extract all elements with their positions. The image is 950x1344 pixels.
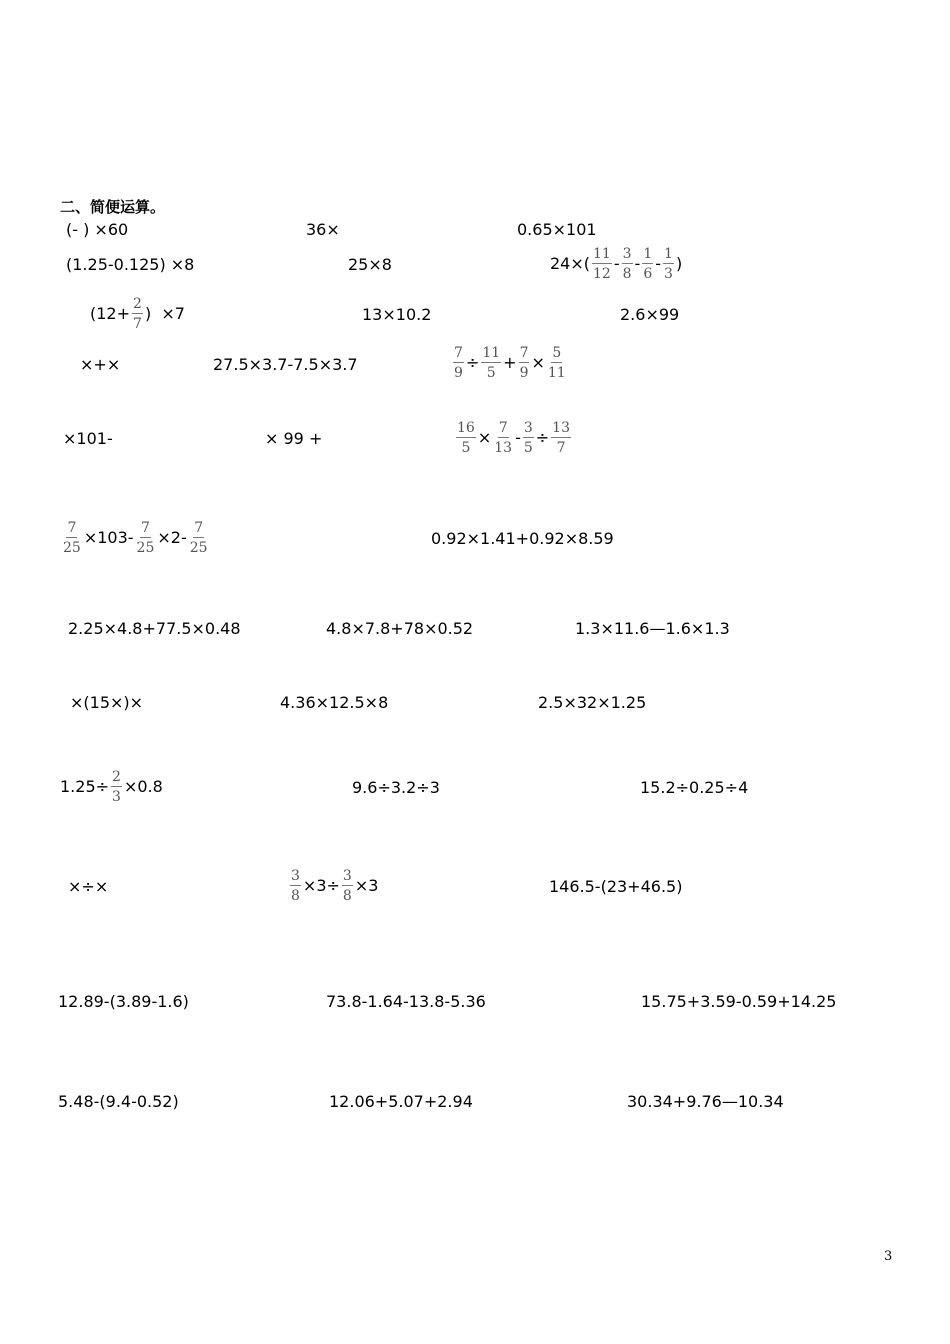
fraction	[136, 521, 156, 555]
problem-r7b: 4.8×7.8+78×0.52	[326, 619, 474, 638]
problem-r7a: 2.25×4.8+77.5×0.48	[68, 619, 241, 638]
numerator: 3	[523, 420, 533, 436]
denominator: 6	[643, 266, 653, 282]
fraction	[493, 421, 513, 455]
problem-r12a: 5.48-(9.4-0.52)	[58, 1092, 179, 1111]
text: (12+	[90, 304, 131, 323]
fraction	[519, 346, 530, 380]
problem-r9b: 9.6÷3.2÷3	[352, 778, 440, 797]
problem-r5b: × 99 +	[265, 429, 323, 448]
operator: -	[655, 254, 662, 273]
denominator: 9	[519, 365, 529, 381]
operator: ×2-	[157, 528, 187, 547]
numerator: 2	[133, 296, 142, 312]
problem-r11c: 15.75+3.59-0.59+14.25	[641, 992, 837, 1011]
problem-r1b: 36×	[306, 220, 340, 239]
problem-r9a	[60, 770, 163, 804]
denominator: 3	[664, 266, 673, 282]
fraction	[453, 346, 464, 380]
operator: ×	[477, 428, 492, 447]
denominator: 25	[136, 540, 155, 556]
text: ×3÷	[302, 876, 340, 895]
numerator: 1	[664, 246, 673, 262]
problem-r8b: 4.36×12.5×8	[280, 693, 389, 712]
numerator: 7	[67, 520, 77, 536]
problem-r3b: 13×10.2	[362, 305, 432, 324]
fraction	[62, 521, 82, 555]
operator: ×	[531, 353, 545, 372]
text: )	[675, 254, 683, 273]
fraction	[547, 346, 567, 380]
text: ×3	[354, 876, 379, 895]
problem-r1c: 0.65×101	[517, 220, 597, 239]
problem-r6b: 0.92×1.41+0.92×8.59	[431, 529, 614, 548]
denominator: 5	[486, 365, 496, 381]
fraction	[663, 247, 674, 281]
fraction	[132, 297, 143, 331]
fraction	[290, 869, 301, 903]
problem-r11b: 73.8-1.64-13.8-5.36	[326, 992, 486, 1011]
operator: -	[613, 254, 620, 273]
problem-r11a: 12.89-(3.89-1.6)	[58, 992, 189, 1011]
numerator: 3	[342, 868, 352, 884]
page-number: 3	[884, 1249, 893, 1264]
section-title: 二、简便运算。	[60, 198, 166, 216]
fraction	[642, 247, 653, 281]
fraction	[523, 421, 534, 455]
fraction	[342, 869, 353, 903]
numerator: 2	[112, 769, 121, 785]
numerator: 13	[552, 420, 570, 436]
numerator: 7	[519, 345, 529, 361]
fraction	[551, 421, 571, 455]
denominator: 8	[342, 888, 352, 904]
numerator: 3	[291, 868, 300, 884]
text: ) ×7	[144, 304, 185, 323]
numerator: 7	[194, 520, 204, 536]
denominator: 5	[461, 440, 471, 456]
fraction	[456, 421, 476, 455]
operator: ×103-	[83, 528, 134, 547]
operator: ÷	[465, 353, 480, 372]
problem-r8c: 2.5×32×1.25	[538, 693, 647, 712]
numerator: 16	[457, 420, 475, 436]
text: 24×(	[550, 254, 591, 273]
problem-r10c: 146.5-(23+46.5)	[549, 877, 683, 896]
text: ×0.8	[123, 777, 163, 796]
denominator: 8	[291, 888, 300, 904]
numerator: 7	[454, 345, 463, 361]
fraction	[481, 346, 501, 380]
problem-r12c: 30.34+9.76—10.34	[627, 1092, 784, 1111]
problem-r6a	[60, 521, 211, 555]
problem-r5a: ×101-	[63, 429, 113, 448]
numerator: 5	[552, 345, 562, 361]
denominator: 3	[112, 789, 121, 805]
problem-r4b: 27.5×3.7-7.5×3.7	[213, 355, 358, 374]
operator: -	[634, 254, 641, 273]
denominator: 9	[454, 365, 463, 381]
problem-r8a: ×(15×)×	[70, 693, 144, 712]
problem-r3a	[90, 297, 185, 331]
operator: -	[515, 428, 521, 447]
problem-r12b: 12.06+5.07+2.94	[329, 1092, 473, 1111]
problem-r10b	[288, 869, 378, 903]
problem-r7c: 1.3×11.6—1.6×1.3	[575, 619, 730, 638]
problem-r4a: ×+×	[80, 355, 121, 374]
operator: ÷	[535, 428, 550, 447]
fraction	[189, 521, 209, 555]
denominator: 8	[622, 266, 632, 282]
problem-r1a: (- ) ×60	[66, 220, 129, 239]
denominator: 7	[133, 316, 142, 332]
denominator: 11	[547, 365, 566, 381]
numerator: 11	[482, 345, 501, 361]
problem-r2a: (1.25-0.125) ×8	[66, 255, 195, 274]
text: 1.25÷	[60, 777, 110, 796]
denominator: 13	[494, 440, 513, 456]
problem-r3c: 2.6×99	[620, 305, 680, 324]
problem-r2c	[550, 247, 682, 281]
denominator: 5	[523, 440, 533, 456]
fraction	[592, 247, 612, 281]
denominator: 7	[556, 440, 566, 456]
numerator: 1	[643, 246, 653, 262]
fraction	[111, 770, 122, 804]
problem-r10a: ×÷×	[68, 877, 109, 896]
numerator: 3	[622, 246, 632, 262]
denominator: 25	[63, 540, 81, 556]
numerator: 7	[498, 420, 508, 436]
denominator: 25	[189, 540, 208, 556]
operator: +	[503, 353, 517, 372]
problem-r4c	[451, 346, 569, 380]
problem-r5c	[454, 421, 573, 455]
fraction	[622, 247, 633, 281]
denominator: 12	[593, 266, 611, 282]
problem-r9c: 15.2÷0.25÷4	[640, 778, 749, 797]
numerator: 11	[593, 246, 611, 262]
problem-r2b: 25×8	[348, 255, 392, 274]
numerator: 7	[141, 520, 150, 536]
